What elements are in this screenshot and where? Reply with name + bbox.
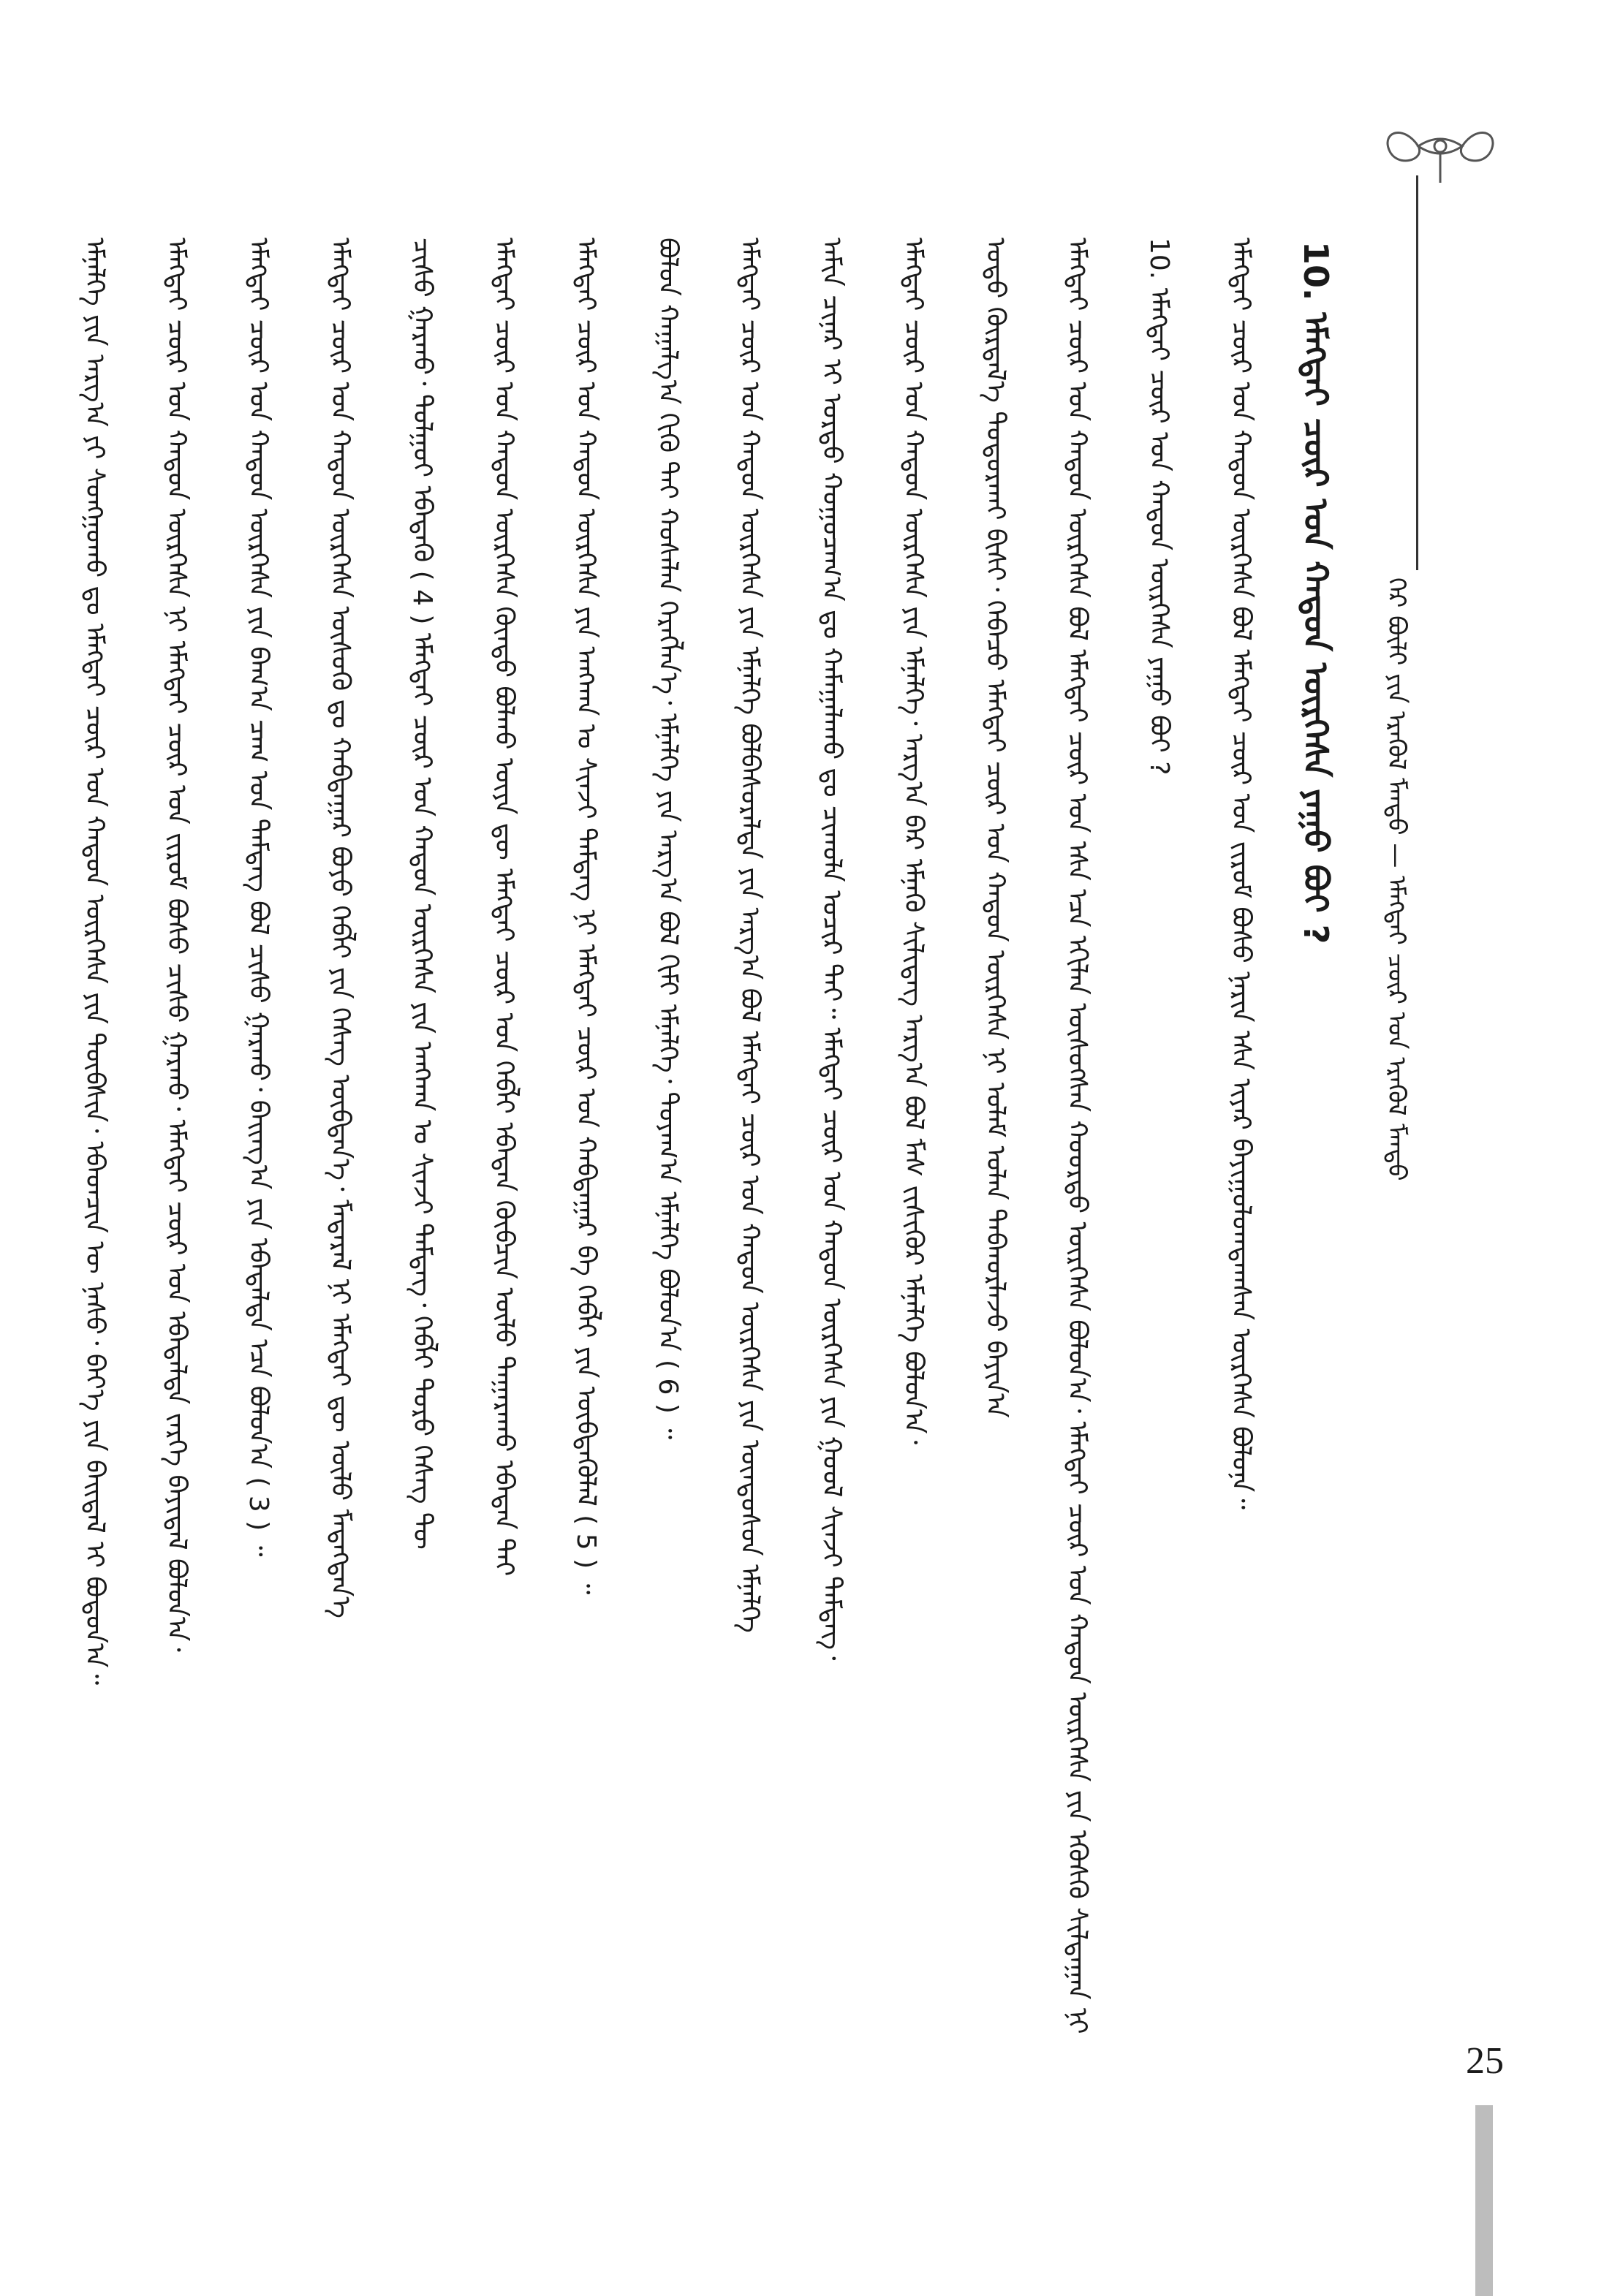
text-column: ᠠᠮᠢᠨ ᠴᠢᠨᠠᠷ ᠢ ᠤᠷᠲᠤ ᠬᠤᠭᠤᠴᠠᠭ᠎ᠠ ᠳᠤ ᠬᠠᠮᠠᠭᠠᠯᠠᠬᠤ ᠳᠤ ᠴᠢᠬᠤᠯᠠ ᠤᠴᠢᠷ ᠲᠠᠢ᠃ ᠡᠮᠡᠭᠲᠡᠢ ᠴᠦᠷ ᠤᠨ ᠬᠠᠳᠤᠨ ᠦᠷᠭᠡᠰᠡ ᠶᠢᠨ ᠭᠣᠣᠯ ᠱᠢᠨᠵᠢ ᠲᠡᠮᠳᠡᠭ᠂ [817,238,847,1661]
text-column: ᠡᠮᠡᠭᠲᠡᠢ ᠴᠦᠷ ᠤᠨ ᠬᠠᠳᠤᠨ ᠦᠷᠭᠡᠰᠡ ᠪᠣᠯ ᠡᠮᠡᠭᠲᠡᠢ ᠴᠦᠷ ᠤᠨ ᠡᠰᠡ ᠡᠴᠡ ᠡᠬᠢᠯᠡᠨ ᠦᠰᠦᠭᠰᠡᠨ ᠬᠣᠣᠷᠲᠤ ᠦᠷᠭᠡᠰᠡ ᠪᠣᠯᠤᠨ᠎ᠠ᠂ ᠡᠮᠡᠭᠲᠡᠢ ᠴᠦᠷ ᠤᠨ ᠬᠠᠳᠤᠨ ᠦᠷᠭᠡᠰᠡ ᠶᠢᠨ ᠡᠭᠦᠰᠬᠦ ᠰᠢᠯᠳᠠᠭᠠᠨ ᠨᠢ [1062,238,1092,2034]
text-column: ᠴᠢᠰᠤ ᠭᠠᠷᠬᠤ᠂ ᠲᠣᠯᠭᠣᠢ ᠡᠪᠡᠳᠡᠬᠦ ( 4 ) ᠡᠮᠡᠭᠲᠡᠢ ᠴᠦᠷ ᠤᠨ ᠬᠠᠳᠤᠨ ᠦᠷᠭᠡᠰᠡ ᠶᠢᠨ ᠠᠩᠬᠠᠨ ᠤ ᠱᠢᠨᠵᠢ ᠲᠡᠮᠳᠡᠭ᠂ ᠬᠡᠪᠯᠢ ᠳᠣᠷᠤ ᠬᠡᠰᠡᠭ ᠲᠦ [407,238,437,1550]
text-column: ᠡᠮᠡᠭᠲᠡᠢ ᠴᠦᠷ ᠤᠨ ᠬᠠᠳᠤᠨ ᠦᠷᠭᠡᠰᠡ ᠨᠢ ᠡᠮᠡᠭᠲᠡᠢ ᠴᠦᠷ ᠤᠨ ᠵᠢᠷᠤᠮ ᠪᠤᠰᠤ ᠴᠢᠰᠤ ᠭᠠᠷᠬᠤ᠂ ᠡᠮᠡᠭᠲᠡᠢ ᠴᠦᠷ ᠤᠨ ᠡᠪᠡᠳᠡᠯᠲᠡ ᠵᠡᠷᠭᠡ ᠪᠠᠶᠢᠳᠠᠯ ᠪᠣᠯᠤᠨ᠎ᠠ᠂ [162,238,192,1652]
text-column: 10. ᠡᠮᠡᠭᠲᠡᠢ ᠴᠦᠷ ᠤᠨ ᠬᠠᠳᠤᠨ ᠦᠷᠭᠡᠰᠡ ᠶᠠᠭᠤ ᠪᠤᠢ ? [1144,238,1174,776]
text-column: ᠡᠮᠡᠭᠲᠡᠢ ᠴᠦᠷ ᠤᠨ ᠬᠠᠳᠤᠨ ᠦᠷᠭᠡᠰᠡ ᠬᠦᠨᠳᠦ ᠪᠣᠯᠬᠤ ᠦᠶᠡ ᠳᠦ ᠡᠮᠡᠭᠲᠡᠢ ᠴᠦᠷ ᠤᠨ ᠬᠡᠪᠯᠢ ᠡᠪᠡᠳᠡᠨ ᠬᠥᠪᠴᠢᠨ ᠦᠯᠦ ᠲᠠᠭᠠᠷᠠᠬᠤ ᠡᠪᠡᠳᠡᠨ ᠲᠠᠢ [489,238,519,1577]
header-ornament [1374,117,1506,183]
page-number: 25 [1466,2040,1504,2082]
page-edge-tab [1475,2105,1493,2296]
running-header: ᠭᠡᠷ ᠪᠦᠯᠢ ᠶᠢᠨ ᠡᠷᠡᠭᠦᠯ ᠮᠡᠨᠳᠦ — ᠡᠮᠡᠭᠲᠡᠢ ᠴᠦᠷ ᠤᠨ ᠡᠷᠡᠭᠦᠯ ᠮᠡᠨᠳᠦ [1382,577,1411,1181]
text-column: ᠪᠣᠯᠤᠨ ᠬᠠᠭᠠᠯᠭ᠎ᠠ ᠬᠢᠬᠦ ᠲᠠᠢ ᠬᠣᠰᠠᠯᠠᠨ ᠬᠡᠷᠡᠭᠯᠡᠨ᠎ᠡ᠂ ᠡᠮᠨᠡᠯᠭᠡ ᠶᠢᠨ ᠠᠷᠭ᠎ᠠ ᠪᠣᠯ ᠬᠢᠮᠢ ᠡᠮᠨᠡᠯᠭᠡ᠂ ᠲᠤᠶᠠᠭ᠎ᠠ ᠡᠮᠨᠡᠯᠭᠡ ᠪᠣᠯᠤᠨ᠎ᠠ ( 6 ) ᠃ [653,238,683,1440]
text-column: ᠡᠮᠡᠭᠲᠡᠢ ᠴᠦᠷ ᠤᠨ ᠬᠠᠳᠤᠨ ᠦᠷᠭᠡᠰᠡ ᠶᠢᠨ ᠠᠩᠬᠠᠨ ᠤ ᠱᠢᠨᠵᠢ ᠲᠡᠮᠳᠡᠭ ᠨᠢ ᠡᠮᠡᠭᠲᠡᠢ ᠴᠦᠷ ᠤᠨ ᠬᠠᠪᠳᠠᠭᠠᠷ ᠪᠠ ᠬᠡᠪᠯᠢ ᠶᠢᠨ ᠦᠪᠳᠡᠭᠦᠯᠡᠯ ( 5 ) ᠃ [571,238,601,1595]
header-rule [1416,175,1418,570]
text-column: ᠡᠮᠨᠡᠯᠭᠡ ᠶᠢᠨ ᠠᠷᠭ᠎ᠠ ᠶᠢ ᠰᠣᠩᠭᠣᠬᠤ ᠳᠤ ᠡᠮᠡᠭᠲᠡᠢ ᠴᠦᠷ ᠤᠨ ᠬᠠᠳᠤᠨ ᠦᠷᠭᠡᠰᠡ ᠶᠢᠨ ᠲᠦᠪᠰᠢᠨ᠂ ᠡᠪᠡᠳᠴᠢᠨ ᠦ ᠨᠠᠰᠤ᠂ ᠪᠡᠶ᠎ᠡ ᠶᠢᠨ ᠪᠠᠢᠳᠠᠯ ᠢ ᠪᠣᠳᠣᠨ᠎ᠠ᠃ [80,238,110,1686]
text-column: ᠡᠮᠡᠭᠲᠡᠢ ᠴᠦᠷ ᠤᠨ ᠬᠠᠳᠤᠨ ᠦᠷᠭᠡᠰᠡ ᠶᠢᠨ ᠪᠠᠭ᠎ᠠ ᠴᠠᠭ ᠤᠨ ᠲᠡᠮᠳᠡᠭ ᠪᠣᠯ ᠴᠢᠰᠤ ᠭᠠᠷᠬᠤ᠂ ᠪᠠᠢᠨᠭ᠎ᠠ ᠶᠢᠨ ᠡᠪᠡᠳᠡᠯᠲᠡ ᠡᠴᠡ ᠪᠣᠯᠤᠨ᠎ᠠ ( 3 ) ᠃ [243,238,273,1557]
section-title: 10. ᠡᠮᠡᠭᠲᠡᠢ ᠴᠦᠷ ᠤᠨ ᠬᠠᠳᠤᠨ ᠦᠷᠭᠡᠰᠡ ᠶᠠᠭᠤ ᠪᠤᠢ ? [1296,241,1336,944]
text-column: ᠡᠮᠡᠭᠲᠡᠢ ᠴᠦᠷ ᠤᠨ ᠬᠠᠳᠤᠨ ᠦᠷᠭᠡᠰᠡ ᠶᠢᠨ ᠡᠮᠨᠡᠯᠭᠡ᠂ ᠠᠷᠭ᠎ᠠ ᠪᠠᠷ ᠡᠮᠨᠡᠬᠦ ᠰᠢᠯᠢᠳᠡᠭ ᠠᠷᠭ᠎ᠠ ᠪᠣᠯ ᠮᠡᠰ ᠵᠢᠰᠢᠭᠦᠷ ᠡᠮᠨᠡᠯᠭᠡ ᠪᠣᠯᠤᠨ᠎ᠠ᠂ [898,238,928,1445]
text-column: ᠡᠮᠡᠭᠲᠡᠢ ᠴᠦᠷ ᠤᠨ ᠬᠠᠳᠤᠨ ᠦᠷᠭᠡᠰᠡ ᠦᠰᠦᠬᠦ ᠳᠤ ᠬᠠᠪᠳᠠᠭᠠᠷ ᠪᠤᠶᠤ ᠬᠡᠪᠯᠢ ᠶᠢᠨ ᠬᠡᠰᠡᠭ ᠦᠪᠳᠡᠨ᠎ᠡ᠂ ᠮᠡᠳᠡᠷᠡᠯ ᠨᠢ ᠡᠮᠡᠭᠲᠡᠢ ᠳᠦ ᠦᠯᠦ ᠮᠡᠳᠡᠭᠳᠡᠨ᠎ᠡ [325,238,355,1618]
text-column: ᠡᠮᠡᠭᠲᠡᠢ ᠴᠦᠷ ᠤᠨ ᠬᠠᠳᠤᠨ ᠦᠷᠭᠡᠰᠡ ᠶᠢᠨ ᠡᠮᠨᠡᠯᠭᠡ ᠪᠣᠯᠪᠠᠰᠤᠷᠠᠯᠲᠠ ᠶᠢᠨ ᠠᠷᠭ᠎ᠠ ᠪᠣᠯ ᠡᠮᠡᠭᠲᠡᠢ ᠴᠦᠷ ᠤᠨ ᠬᠠᠳᠤᠨ ᠦᠷᠭᠡᠰᠡ ᠶᠢᠨ ᠦᠨᠳᠦᠰᠦᠨ ᠡᠮᠨᠡᠯᠭᠡ [735,238,765,1633]
text-column: ᠡᠮᠡᠭᠲᠡᠢ ᠴᠦᠷ ᠤᠨ ᠬᠠᠳᠤᠨ ᠦᠷᠭᠡᠰᠡ ᠪᠣᠯ ᠡᠮᠡᠭᠲᠡᠢ ᠴᠦᠷ ᠤᠨ ᠵᠢᠷᠤᠮ ᠪᠤᠰᠤ ᠨᠠᠷᠢᠨ ᠡᠰᠡ ᠢᠶᠡᠷ ᠪᠠᠶᠢᠭᠤᠯᠤᠭᠳᠠᠭᠰᠠᠨ ᠦᠷᠭᠡᠰᠡ ᠪᠣᠯᠤᠨᠠ᠃ [1226,238,1256,1509]
text-column: ᠣᠳᠣ ᠬᠦᠷᠲᠡᠯ᠎ᠡ ᠲᠣᠳᠣᠷᠬᠠᠢ ᠪᠢᠰᠢ᠂ ᠭᠡᠪᠡᠴᠦ ᠡᠮᠡᠭᠲᠡᠢ ᠴᠦᠷ ᠤᠨ ᠬᠠᠳᠤᠨ ᠦᠷᠭᠡᠰᠡ ᠨᠢ ᠤᠯᠠᠮ ᠣᠯᠠᠨ ᠳᠠᠪᠬᠤᠷᠯᠠᠵᠤ ᠪᠠᠶᠢᠨ᠎ᠠ [980,238,1010,1418]
